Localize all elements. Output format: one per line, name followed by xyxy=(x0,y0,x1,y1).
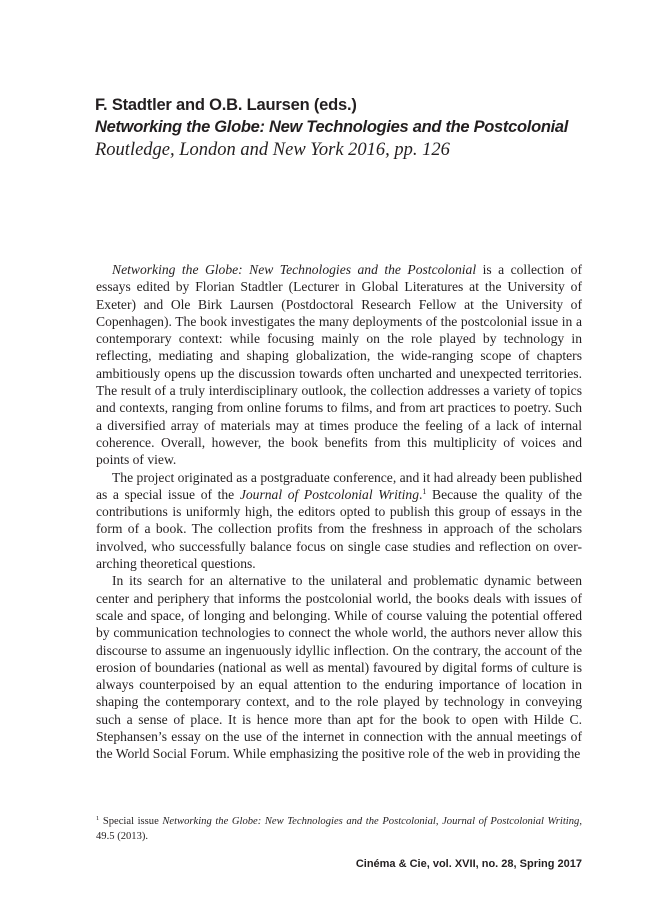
footnote xyxy=(96,815,582,844)
footnote-book-title: Networking the Globe: New Technologies and the Postcolonial xyxy=(162,816,436,827)
publication-info: Routledge, London and New York 2016, pp. 126 xyxy=(95,140,450,160)
journal-title-inline: Journal of Postcolonial Writing xyxy=(239,486,419,502)
paragraph-1-text: is a collection of essays edited by Florian Stadtler (Lecturer in Global Literatures at the University of Exeter) and Ole Birk Laursen (Postdoctoral Research Fellow at the University of Copenhagen). The book investigates the many deployments of the postcolonial issue in a contemporary context: while focusing mainly on the role played by technology in reflecting, mediating and shaping globalization, the wide-ranging scope of chapters ambitiously opens up the discussion towards often uncharted and unexpected territories. The result of a truly interdisciplinary outlook, the collection addresses a variety of topics and contexts, ranging from online forums to films, and from art practices to poetry. Such a diversified array of materials may at times produce the feeling of a lack of internal coherence. Overall, however, the book benefits from this multiplicity of voices and points of view. xyxy=(96,262,582,468)
footnote-reference[interactable]: 1 xyxy=(422,486,427,496)
footnote-label: Special issue xyxy=(102,816,163,827)
paragraph-3 xyxy=(96,572,582,762)
book-title: Networking the Globe: New Technologies and the Postcolonial xyxy=(95,118,569,136)
footnote-journal-title: Journal of Postcolonial Writing xyxy=(442,816,580,827)
review-header xyxy=(95,94,595,162)
paragraph-2 xyxy=(96,469,582,573)
paragraph-2-text-after: Because the quality of the contributions is uniformly high, the editors opted to publish this group of essays in the form of a book. The collection profits from the freshness in approach of the scholars involved, who successfully balance focus on single case studies and reflection on over-arching theoretical questions. xyxy=(96,486,582,572)
book-editors: F. Stadtler and O.B. Laursen (eds.) xyxy=(95,96,357,114)
review-body xyxy=(96,261,582,763)
running-footer: Cinéma & Cie, vol. XVII, no. 28, Spring 2017 xyxy=(355,858,582,870)
paragraph-2-text-before: The project originated as a postgraduate conference, and it had already been published as a special issue of the xyxy=(96,469,582,502)
paragraph-2-period: . xyxy=(419,486,423,502)
paragraph-1 xyxy=(96,261,582,469)
footnote-number: 1 xyxy=(96,815,100,822)
footnote-details: , 49.5 (2013). xyxy=(96,816,582,842)
book-title-inline: Networking the Globe: New Technologies and the Postcolonial xyxy=(112,262,477,277)
footnote-separator: , xyxy=(435,816,443,827)
paragraph-3-text: In its search for an alternative to the unilateral and problematic dynamic between center and periphery that informs the postcolonial world, the books deals with issues of scale and space, of longing and belonging. While of course valuing the potential offered by communication technologies to connect the whole world, the authors never allow this discourse to assume an ingenuously idyllic inflection. On the contrary, the account of the erosion of boundaries (national as well as mental) favoured by digital forms of culture is always counterpoised by an equal attention to the enduring importance of location in shaping the contemporary context, and to the role played by technology in conveying such a sense of place. It is hence more than apt for the book to open with Hilde C. Stephansen’s essay on the use of the internet in connection with the annual meetings of the World Social Forum. While emphasizing the positive role of the web in providing the xyxy=(96,573,582,762)
